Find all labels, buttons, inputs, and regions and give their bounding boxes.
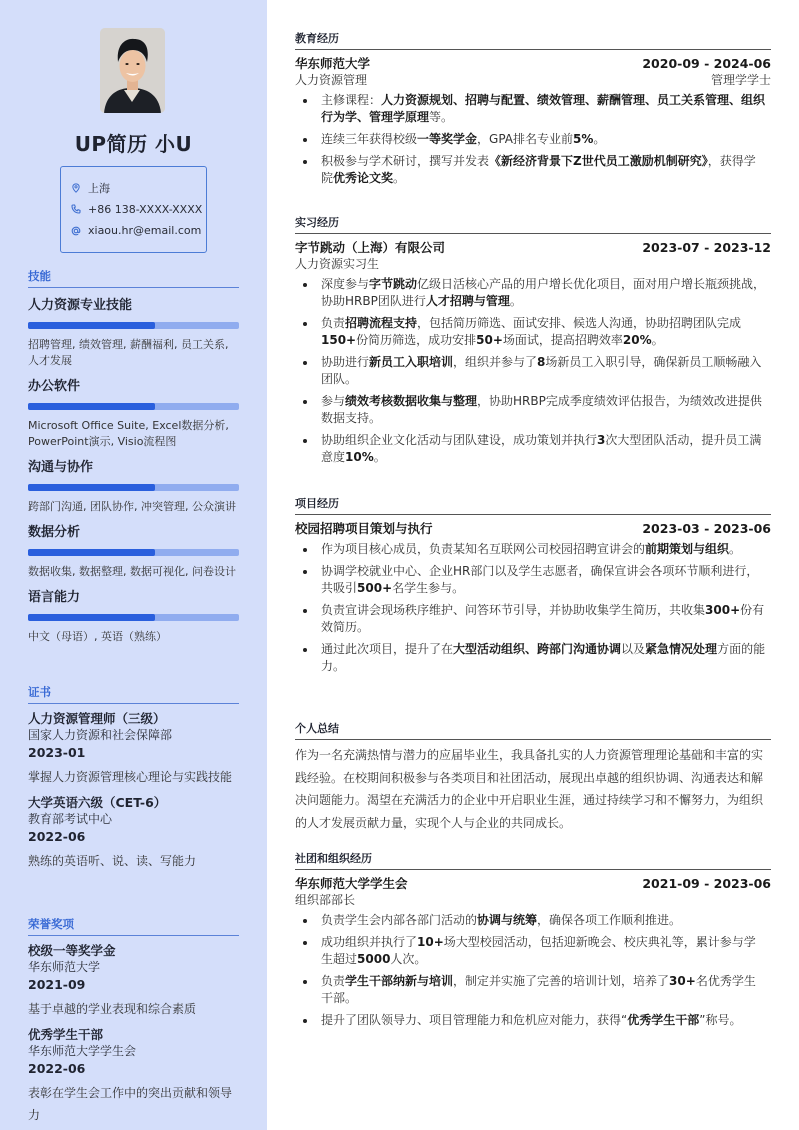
bullet-item: 主修课程：人力资源规划、招聘与配置、绩效管理、薪酬管理、员工关系管理、组织行为学、管理学原理等。 [295,92,771,126]
skill-bar [28,322,239,329]
skill-desc: 数据收集, 数据整理, 数据可视化, 问卷设计 [28,565,236,578]
internship-subheader [295,256,771,272]
clubs-header [295,875,771,892]
skill-desc: 招聘管理, 绩效管理, 薪酬福利, 员工关系, 人才发展 [28,338,229,367]
bullet-item: 负责学生会内部各部门活动的协调与统筹，确保各项工作顺利推进。 [295,912,771,929]
phone-icon [71,203,81,215]
skill-bar-fill [28,549,155,556]
school-name: 华东师范大学 [295,56,371,71]
summary-text: 作为一名充满热情与潜力的应届毕业生，我具备扎实的人力资源管理理论基础和丰富的实践经验。在校期间积极参与各类项目和社团活动，展现出卓越的组织协调、沟通表达和解决问题能力。渴望在充满活力的企业中开启职业生涯，通过持续学习和不懈努力，为组织的人才发展贡献力量，实现个人与企业的共同成长。 [295,748,764,830]
education-title: 教育经历 [295,30,771,50]
summary-title: 个人总结 [295,720,771,740]
skill-bar [28,614,239,621]
certificate-item [28,794,239,872]
degree: 管理学学士 [710,73,771,87]
at-sign-icon [71,225,81,237]
skills-section [28,268,239,651]
contact-box [60,166,207,253]
education-header [295,55,771,72]
education-bullets [295,92,771,187]
club-role: 组织部部长 [295,893,356,907]
skill-bar [28,403,239,410]
skill-item [28,521,239,580]
certificate-org: 国家人力资源和社会保障部 [28,728,173,742]
honor-desc: 基于卓越的学业表现和综合素质 [28,1002,197,1016]
certificates-section [28,684,239,872]
bullet-item: 协助组织企业文化活动与团队建设，成功策划并执行3次大型团队活动，提升员工满意度10%。 [295,432,771,466]
project-date: 2023-03 - 2023-06 [642,521,771,536]
bullet-item: 成功组织并执行了10+场大型校园活动，包括迎新晚会、校庆典礼等，累计参与学生超过5000人次。 [295,934,771,968]
honor-name: 校级一等奖学金 [28,943,116,958]
bullet-item: 深度参与字节跳动亿级日活核心产品的用户增长优化项目，面对用户增长瓶颈挑战，协助HRBP团队进行人才招聘与管理。 [295,276,771,310]
education-section [295,30,771,192]
bullet-item: 负责招聘流程支持，包括简历筛选、面试安排、候选人沟通，协助招聘团队完成150+份简历筛选，成功安排50+场面试，提高招聘效率20%。 [295,315,771,349]
certificates-title: 证书 [28,684,239,704]
skill-name: 数据分析 [28,525,81,540]
skill-bar [28,484,239,491]
certificate-org: 教育部考试中心 [28,812,113,826]
club-date: 2021-09 - 2023-06 [642,876,771,891]
contact-phone [71,199,206,221]
honor-item [28,1026,239,1126]
bullet-item: 负责宣讲会现场秩序维护、问答环节引导，并协助收集学生简历，共收集300+份有效简历。 [295,602,771,636]
honors-title: 荣誉奖项 [28,916,239,936]
honor-item [28,942,239,1020]
skill-bar-fill [28,614,155,621]
bullet-item: 通过此次项目，提升了在大型活动组织、跨部门沟通协调以及紧急情况处理方面的能力。 [295,641,771,675]
honor-date: 2022-06 [28,1061,86,1076]
certificate-date: 2023-01 [28,745,86,760]
skills-title: 技能 [28,268,239,288]
skill-name: 沟通与协作 [28,460,94,475]
bullet-item: 负责学生干部纳新与培训，制定并实施了完善的培训计划，培养了30+名优秀学生干部。 [295,973,771,1007]
project-title: 项目经历 [295,495,771,515]
certificate-desc: 熟练的英语听、说、读、写能力 [28,854,197,868]
skill-name: 语言能力 [28,590,81,605]
certificate-name: 人力资源管理师（三级） [28,711,166,726]
contact-location [71,177,206,199]
certificate-name: 大学英语六级（CET-6） [28,795,167,810]
internship-date: 2023-07 - 2023-12 [642,240,771,255]
bullet-item: 参与绩效考核数据收集与整理，协助HRBP完成季度绩效评估报告，为绩效改进提供数据支持。 [295,393,771,427]
skill-desc: 跨部门沟通, 团队协作, 冲突管理, 公众演讲 [28,500,236,513]
internship-role: 人力资源实习生 [295,257,380,271]
certificate-desc: 掌握人力资源管理核心理论与实践技能 [28,770,233,784]
certificate-item [28,710,239,788]
project-section [295,495,771,680]
education-date: 2020-09 - 2024-06 [642,56,771,71]
company-name: 字节跳动（上海）有限公司 [295,240,446,255]
education-subheader [295,72,771,88]
person-photo-icon [100,28,165,113]
skill-name: 人力资源专业技能 [28,298,133,313]
internship-bullets [295,276,771,466]
bullet-item: 连续三年获得校级一等奖学金，GPA排名专业前5%。 [295,131,771,148]
honor-name: 优秀学生干部 [28,1027,104,1042]
major: 人力资源管理 [295,73,368,87]
skill-bar-fill [28,484,155,491]
clubs-bullets [295,912,771,1029]
skill-bar-fill [28,403,155,410]
skill-item [28,375,239,450]
internship-section [295,214,771,471]
skill-bar [28,549,239,556]
honor-org: 华东师范大学 [28,960,101,974]
club-org: 华东师范大学学生会 [295,876,408,891]
skill-desc: 中文（母语）, 英语（熟练） [28,630,167,643]
project-name: 校园招聘项目策划与执行 [295,521,433,536]
contact-email [71,220,206,242]
sidebar [0,0,267,1130]
honor-org: 华东师范大学学生会 [28,1044,137,1058]
bullet-item: 作为项目核心成员，负责某知名互联网公司校园招聘宣讲会的前期策划与组织。 [295,541,771,558]
skill-item [28,586,239,645]
skill-bar-fill [28,322,155,329]
internship-header [295,239,771,256]
clubs-subheader [295,892,771,908]
summary-section [295,720,771,834]
clubs-title: 社团和组织经历 [295,850,771,870]
bullet-item: 积极参与学术研讨，撰写并发表《新经济背景下Z世代员工激励机制研究》，获得学院优秀论文奖。 [295,153,771,187]
email-text: xiaou.hr@email.com [88,224,202,238]
skill-desc: Microsoft Office Suite, Excel数据分析, PowerPoint演示, Visio流程图 [28,419,229,448]
profile-name: UP简历 小U [74,132,193,156]
honors-section [28,916,239,1126]
certificate-date: 2022-06 [28,829,86,844]
profile-photo [100,28,165,113]
bullet-item: 提升了团队领导力、项目管理能力和危机应对能力，获得“优秀学生干部”称号。 [295,1012,771,1029]
honor-desc: 表彰在学生会工作中的突出贡献和领导力 [28,1086,233,1122]
skill-item [28,456,239,515]
location-pin-icon [71,182,81,194]
project-header [295,520,771,537]
clubs-section [295,850,771,1034]
honor-date: 2021-09 [28,977,86,992]
skill-name: 办公软件 [28,379,81,394]
phone-text: +86 138-XXXX-XXXX [88,202,203,216]
skill-item [28,294,239,369]
project-bullets [295,541,771,675]
bullet-item: 协助进行新员工入职培训，组织并参与了8场新员工入职引导，确保新员工顺畅融入团队。 [295,354,771,388]
bullet-item: 协调学校就业中心、企业HR部门以及学生志愿者，确保宣讲会各项环节顺利进行，共吸引500+名学生参与。 [295,563,771,597]
internship-title: 实习经历 [295,214,771,234]
location-text: 上海 [88,181,110,195]
